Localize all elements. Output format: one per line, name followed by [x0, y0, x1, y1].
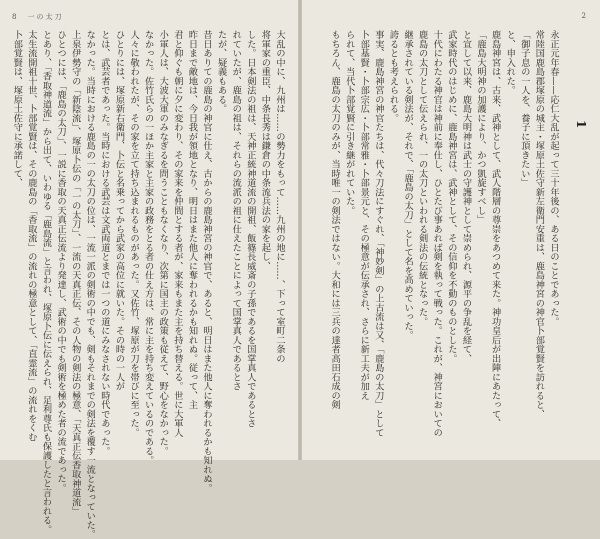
text-line: 十代にわたる神官は神前に奉仕し、ひとたび事あれば剣を執って戦った。これが、神宮においての [431, 30, 443, 437]
text-line: 昔日ありての鹿島の神官に仕え、古からの鹿島神宮の神官で、あると、明日はまた他人に奪われるかも知れぬ。 [201, 30, 213, 493]
text-line: 上泉伊勢守の「新陰流」、塚原卜伝の「一の太刀」、一流の天真正伝、その人物の剣法の極意、「天真正伝香取神道流」 [69, 30, 81, 516]
chapter-number: 1 [574, 120, 588, 129]
text-line: 鹿島の太刀として伝えられ、一の太刀といわれる剣法の伝統となった。 [416, 30, 428, 326]
text-line: 武家時代のはじめに、鹿島神宮は、武神として、その信仰を不動のものとした。 [445, 30, 457, 363]
text-line: たが、疑義もある。 [215, 30, 227, 114]
text-line: 大乱の中に、九州は……の勢力をもって……九州の地に……、下って室町二条の [274, 30, 285, 363]
text-line: 人々に敬われたが、その家を立て持ち込まれるものがあった。又佐竹、塚原が刀を帯びに至った。 [128, 30, 140, 437]
text-line: なかった。佐竹氏らの一ほか主家と主家の政務をとる者の仕え方は、常に主を持ち変えているのである。 [142, 30, 154, 465]
text-line: 君と仰ぐも朝に夕に変わり、その家来を仲間とする者が、家来もまた主を持ち替える。世に大軍人 [171, 30, 183, 437]
text-line: と宣して以来、鹿島大明神は武士の守護神として崇められ、源平の争乱を経て、 [460, 30, 472, 363]
text-line: 小軍人は、大波大軍のみなぎるを問うこともなくなり、次第に国主の政策も従えて、野心をなかった。 [157, 30, 169, 456]
text-line: 事実、鹿島神宮の神官たちは、代々刀法にすぐれ、「神妙剣」の上古流は又、「鹿島の太刀」として [372, 30, 384, 438]
text-line: なかった。当時における鹿島の一の太刀の位は、一流一派の剣術の中でも、剣もそれまでの剣法を覆す一流となっていた。 [84, 30, 96, 539]
text-line: 卜部覚賢は、塚原土佐守に承諾して、 [11, 30, 23, 188]
text-line: られて、当代卜部覚賢に引き継がれていた。 [343, 30, 355, 215]
left-page [0, 0, 298, 539]
right-body-text [314, 30, 560, 450]
text-line: 「鹿島大明神の加護により、かつ凱旋すべし」 [475, 30, 487, 225]
text-line: 卜部基賢・卜部宗広・卜部常雅・卜部景元と、その極意が伝承され、さらに新工夫が加え [358, 30, 370, 400]
text-line: れていたが、鹿島の祖は、それらの流派の祖に仕えたことによって国掌真人であるとさ [230, 30, 242, 391]
text-line: 継承されている剣法が、それで、「鹿島の太刀」として名を高めていった。 [402, 30, 414, 340]
right-page [302, 0, 600, 460]
text-line: ひとりには、塚原新右衛門、卜伝と名乗ってから武家の高位に就いた。その時の一人が [113, 30, 125, 391]
text-line: もちろん、鹿島の太刀のみが、当時唯一の剣法ではない。大和には三兵の達者高田石成の剣 [329, 30, 341, 410]
text-line: 太生流開祖十世、卜部覚賢は、その鹿島の「香取流」の流れの極意として、「直霊流」の流れをくむ [25, 30, 37, 442]
text-line: 永正元年春——応仁大乱が起って三十年後の、ある日のことであった。 [548, 30, 559, 326]
left-body-text [11, 30, 286, 539]
text-line: 将軍家の重臣、中条長秀は鎌倉の中条流兵法の家を起し、 [259, 30, 271, 271]
text-line: と、申入れた。 [504, 30, 516, 95]
text-line: 誇るとも考えられる。 [387, 30, 399, 123]
text-line: 常陸国鹿島郡塚原の城主・塚原土佐守新左衛門安重は、鹿島神宮の神官卜部覚賢を訪れると、 [533, 30, 545, 419]
text-line: とあり、「香取神道流」から出て、いわゆる「鹿島流」と言われ、塚原卜伝に伝えられ、足利尊氏も保護したと言われる。 [40, 30, 52, 535]
text-line: 昨日まで敵地は、今日我が領地となり、明日はまた他人に奪われるかも知れぬ。従って、主 [186, 30, 198, 410]
left-running-head: 8 一の太刀 [12, 13, 64, 21]
text-line: とは、武芸者であった。当時における武芸は文武両道とまでは一つの道にみなされない時代であった。 [98, 30, 110, 456]
text-line: した。日本剣法の祖は、天神正統神道流の開祖、飯篠長威斎の子孫であるを国掌真人であるとさ [244, 30, 256, 428]
right-running-head: 2 [581, 12, 588, 20]
text-line: ひとつには、「鹿島の太刀」、一説に香取の天真正伝流より発達し、武術の中でも剣術を極めた者の流であった。 [55, 30, 67, 493]
text-line: 鹿島神宮は、古来、武神として、武人階層の尊崇をあつめて来た。神功皇后が出陣にあたって、 [489, 30, 501, 428]
text-line: 「御子息の一人を、養子に頂きたい」 [518, 30, 530, 188]
